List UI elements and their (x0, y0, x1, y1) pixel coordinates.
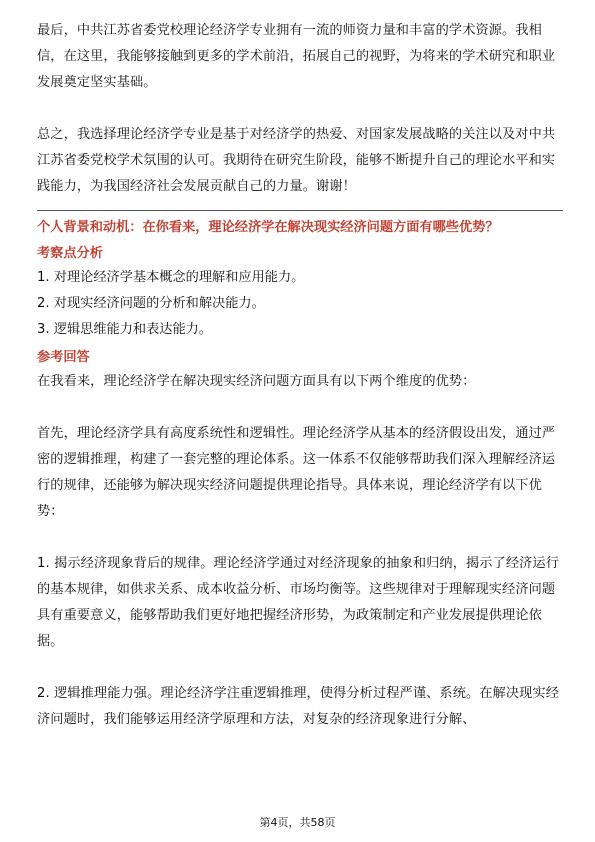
question-title: 个人背景和动机：在你看来，理论经济学在解决现实经济问题方面有哪些优势？ (37, 220, 499, 235)
answer-lead: 在我看来，理论经济学在解决现实经济问题方面具有以下两个维度的优势： (37, 374, 476, 389)
list-item: 3. 逻辑思维能力和表达能力。 (37, 322, 213, 337)
answer-paragraph-2: 1. 揭示经济现象背后的规律。理论经济学通过对经济现象的抽象和归纳，揭示了经济运行的基本规律，如供求关系、成本收益分析、市场均衡等。这些规律对于理解现实经济问题具有重要意义，能够帮助我们更好地把握经济形势，为政策制定和产业发展提供理论依据。 (37, 556, 559, 649)
answer-paragraph-3: 2. 逻辑推理能力强。理论经济学注重逻辑推理，使得分析过程严谨、系统。在解决现实经济问题时，我们能够运用经济学原理和方法，对复杂的经济现象进行分解、 (37, 686, 559, 727)
paragraph-gap (37, 96, 563, 122)
section-divider (37, 210, 563, 211)
paragraph-gap (37, 655, 563, 681)
answer-paragraph-1: 首先，理论经济学具有高度系统性和逻辑性。理论经济学从基本的经济假设出发，通过严密的逻辑推理，构建了一套完整的理论体系。这一体系不仅能够帮助我们深入理解经济运行的规律，还能够为解决现实经济问题提供理论指导。具体来说，理论经济学有以下优势： (37, 426, 556, 519)
page-number: 第4页，共58页 (259, 816, 336, 829)
analysis-list (37, 265, 563, 343)
intro-paragraph-2: 总之，我选择理论经济学专业是基于对经济学的热爱、对国家发展战略的关注以及对中共江苏省委党校学术氛围的认可。我期待在研究生阶段，能够不断提升自己的理论水平和实践能力，为我国经济社会发展贡献自己的力量。谢谢！ (37, 127, 556, 194)
answer-heading: 参考回答 (37, 350, 90, 365)
paragraph-gap (37, 525, 563, 551)
list-item: 2. 对现实经济问题的分析和解决能力。 (37, 296, 265, 311)
intro-paragraph-1: 最后，中共江苏省委党校理论经济学专业拥有一流的师资力量和丰富的学术资源。我相信，在这里，我能够接触到更多的学术前沿，拓展自己的视野，为将来的学术研究和职业发展奠定坚实基础。 (37, 23, 556, 90)
paragraph-gap (37, 395, 563, 421)
document-page (37, 18, 563, 733)
analysis-heading: 考察点分析 (37, 246, 103, 261)
list-item: 1. 对理论经济学基本概念的理解和应用能力。 (37, 270, 305, 285)
